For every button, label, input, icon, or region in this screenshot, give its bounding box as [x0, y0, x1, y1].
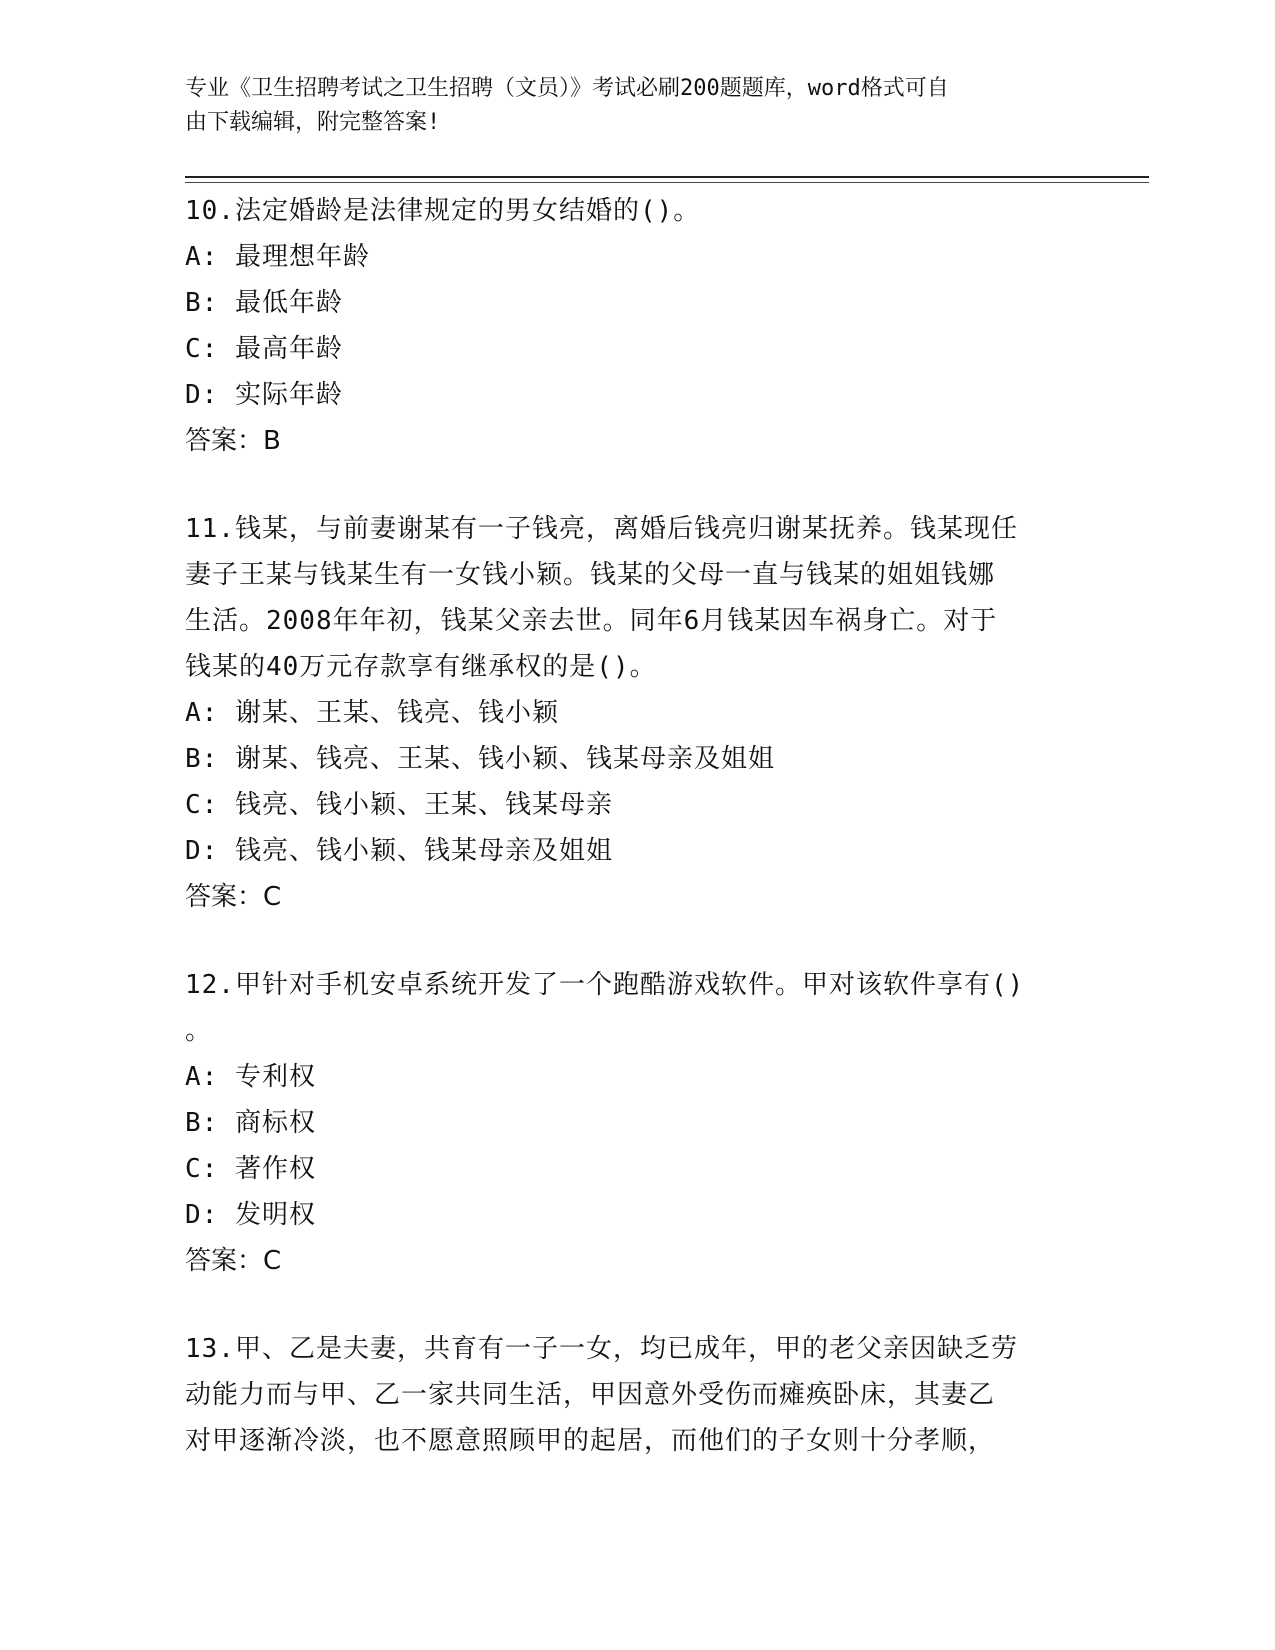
question-stem-line: 11.钱某，与前妻谢某有一子钱亮，离婚后钱亮归谢某抚养。钱某现任	[185, 514, 1018, 544]
question-stem-line: 12.甲针对手机安卓系统开发了一个跑酷游戏软件。甲对该软件享有()	[185, 970, 1025, 1000]
question-stem-line: 对甲逐渐冷淡，也不愿意照顾甲的起居，而他们的子女则十分孝顺，	[185, 1426, 996, 1456]
question-list	[185, 188, 1085, 1506]
answer-line: 答案：C	[185, 882, 282, 912]
question-stem-line: 钱某的40万元存款享有继承权的是()。	[185, 652, 657, 682]
option-d: D: 实际年龄	[185, 380, 343, 410]
question-stem-line: 13.甲、乙是夫妻，共育有一子一女，均已成年，甲的老父亲因缺乏劳	[185, 1334, 1018, 1364]
option-d: D: 发明权	[185, 1200, 316, 1230]
option-b: B: 谢某、钱亮、王某、钱小颖、钱某母亲及姐姐	[185, 744, 775, 774]
option-c: C: 最高年龄	[185, 334, 343, 364]
answer-line: 答案：B	[185, 426, 281, 456]
question-stem-line: 动能力而与甲、乙一家共同生活，甲因意外受伤而瘫痪卧床，其妻乙	[185, 1380, 996, 1410]
option-a: A: 谢某、王某、钱亮、钱小颖	[185, 698, 559, 728]
question-13	[185, 1326, 1085, 1464]
header-divider-thick	[185, 176, 1149, 178]
question-stem-line: 。	[185, 1016, 213, 1046]
question-11	[185, 506, 1085, 920]
option-b: B: 商标权	[185, 1108, 316, 1138]
answer-line: 答案：C	[185, 1246, 282, 1276]
document-header	[185, 72, 1065, 140]
question-stem-line: 10.法定婚龄是法律规定的男女结婚的()。	[185, 196, 701, 226]
option-c: C: 著作权	[185, 1154, 316, 1184]
option-a: A: 专利权	[185, 1062, 316, 1092]
question-10	[185, 188, 1085, 464]
question-stem-line: 妻子王某与钱某生有一女钱小颖。钱某的父母一直与钱某的姐姐钱娜	[185, 560, 996, 590]
option-b: B: 最低年龄	[185, 288, 343, 318]
question-12	[185, 962, 1085, 1284]
header-line-1: 专业《卫生招聘考试之卫生招聘（文员）》考试必刷200题题库，word格式可自	[185, 76, 949, 101]
option-c: C: 钱亮、钱小颖、王某、钱某母亲	[185, 790, 613, 820]
header-divider-thin	[185, 182, 1149, 183]
option-d: D: 钱亮、钱小颖、钱某母亲及姐姐	[185, 836, 613, 866]
option-a: A: 最理想年龄	[185, 242, 370, 272]
header-line-2: 由下载编辑，附完整答案!	[185, 110, 441, 135]
question-stem-line: 生活。2008年年初，钱某父亲去世。同年6月钱某因车祸身亡。对于	[185, 606, 998, 636]
